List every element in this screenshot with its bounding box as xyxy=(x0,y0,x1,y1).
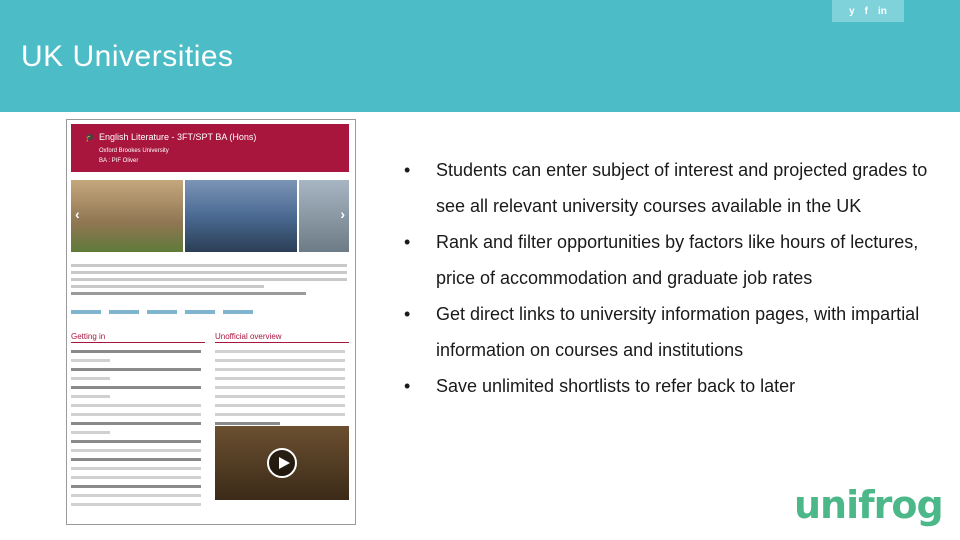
video-player[interactable] xyxy=(215,426,349,500)
course-banner xyxy=(71,124,349,172)
course-links xyxy=(71,310,347,314)
course-university: Oxford Brookes University xyxy=(99,148,169,154)
graduation-cap-icon: 🎓 xyxy=(85,133,95,142)
link-chip[interactable] xyxy=(147,310,177,314)
overview-text xyxy=(215,350,345,431)
chevron-left-icon[interactable]: ‹ xyxy=(75,206,80,222)
course-description xyxy=(71,264,347,299)
linkedin-icon[interactable]: in xyxy=(878,5,887,17)
page-title: UK Universities xyxy=(21,40,234,73)
list-item: • Rank and filter opportunities by factors like hours of lectures, price of accommodation and graduate job rates xyxy=(404,224,944,296)
list-item: • Save unlimited shortlists to refer back to later xyxy=(404,368,944,404)
gallery-image xyxy=(299,180,349,252)
image-gallery xyxy=(71,180,349,252)
gallery-image xyxy=(71,180,183,252)
course-code: BA : PIF Oliver xyxy=(99,158,139,164)
list-item: • Students can enter subject of interest and projected grades to see all relevant university courses available in the UK xyxy=(404,152,944,224)
unifrog-logo: unifrog xyxy=(794,483,943,527)
twitter-icon[interactable]: y xyxy=(849,5,855,17)
chevron-right-icon[interactable]: › xyxy=(340,206,345,222)
gallery-image xyxy=(185,180,297,252)
course-screenshot xyxy=(66,119,356,525)
social-links xyxy=(832,0,904,22)
entry-requirements xyxy=(71,350,201,512)
link-chip[interactable] xyxy=(185,310,215,314)
link-chip[interactable] xyxy=(71,310,101,314)
link-chip[interactable] xyxy=(109,310,139,314)
list-item: • Get direct links to university information pages, with impartial information on courses and institutions xyxy=(404,296,944,368)
header-band xyxy=(0,0,960,112)
feature-list xyxy=(404,152,944,404)
section-heading-overview: Unofficial overview xyxy=(215,332,349,343)
section-heading-getting-in: Getting in xyxy=(71,332,205,343)
course-title: English Literature - 3FT/SPT BA (Hons) xyxy=(99,132,257,142)
play-icon[interactable] xyxy=(267,448,297,478)
link-chip[interactable] xyxy=(223,310,253,314)
facebook-icon[interactable]: f xyxy=(864,5,868,17)
